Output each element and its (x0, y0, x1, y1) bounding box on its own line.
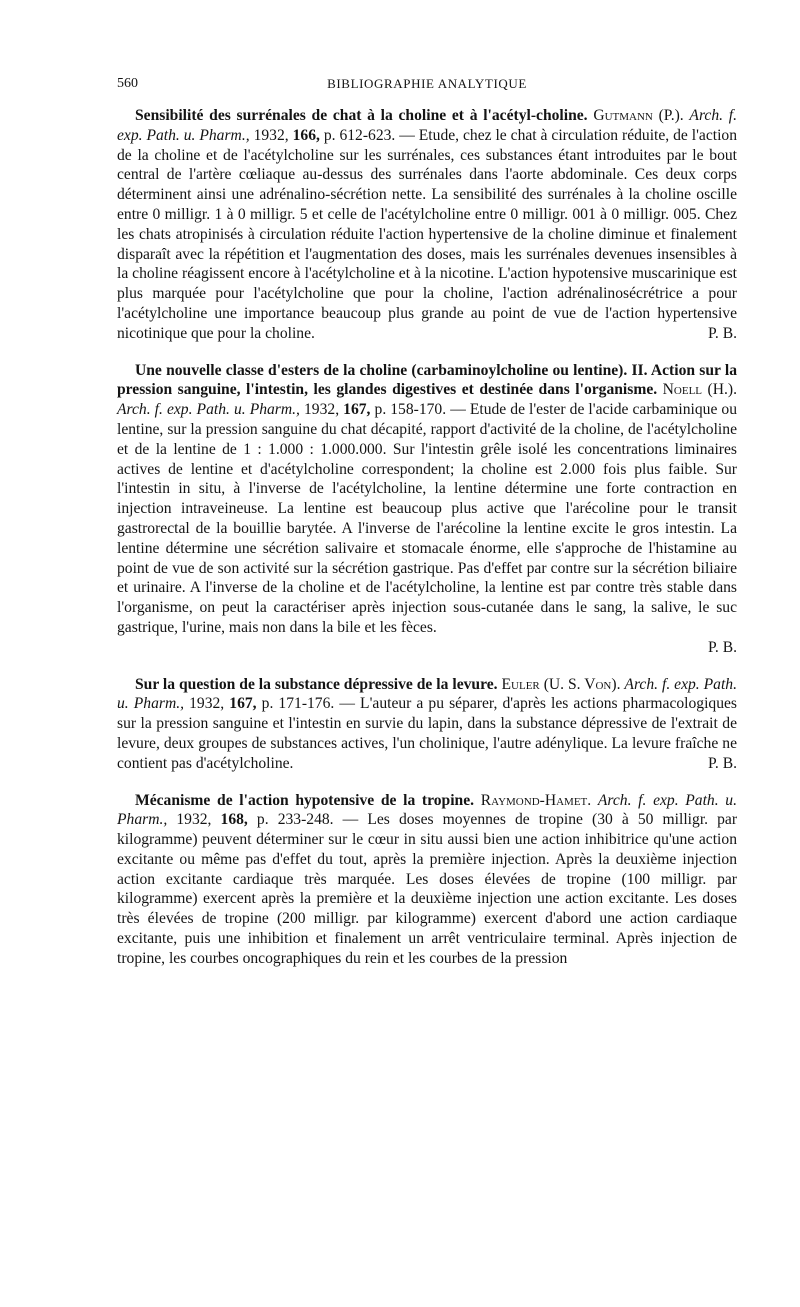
abstract-title: Sur la question de la substance dépressive de la levure. (135, 675, 498, 693)
abstract-journal: Arch. f. exp. Path. u. Pharm., (117, 675, 737, 713)
abstract-pages: p. 158-170. (374, 401, 447, 419)
abstract-year: 1932, (176, 811, 212, 829)
abstract-body: — Etude, chez le chat à circulation réduite, de l'action de la choline et de l'acétylcholine sur les surrénales, ces substances étant introduites par le bout central de l'artère cœliaque au-dessus des surrénales dans l'aorte abdominale. Ces deux corps déterminent ainsi une adrénalino-sécrétion nette. La sensibilité des surrénales à la choline oscille entre 0 milligr. 1 à 0 milligr. 5 et celle de l'acétylcholine entre 0 milligr. 001 à 0 milligr. 005. Chez les chats atropinisés à circulation réduite l'action hypertensive de la choline diminue et finalement disparaît avec la répétition et l'augmentation des doses, mais les surrénales devenues insensibles à la choline réagissent encore à l'acétylcholine et à la nicotine. L'action hypotensive muscarinique est plus marquée pour l'acétylcholine que pour la choline, l'action adrénalinosécrétrice a pour l'acétylcholine une importance beaucoup plus grande au point de vue de l'action hypertensive nicotinique que pour la choline. (117, 126, 738, 342)
page (117, 74, 737, 986)
abstract-author: Euler (U. S. Von). (501, 675, 621, 693)
abstract-entry (117, 361, 737, 658)
abstract-author: Gutmann (P.). (593, 107, 684, 124)
abstract-volume: 167, (229, 695, 257, 713)
running-title: BIBLIOGRAPHIE ANALYTIQUE (327, 76, 527, 91)
abstract-author: Noell (H.). (662, 381, 737, 399)
abstract-journal: Arch. f. exp. Path. u. Pharm., (117, 791, 738, 829)
abstract-paragraph (117, 106, 737, 344)
abstract-title: Mécanisme de l'action hypotensive de la tropine. (135, 791, 475, 809)
abstract-signature: P. B. (707, 638, 737, 656)
abstract-year: 1932, (253, 126, 289, 144)
abstract-pages: p. 612-623. (323, 126, 396, 144)
abstract-entry (117, 106, 737, 344)
abstract-signature: P. B. (707, 754, 737, 772)
abstract-pages: p. 233-248. (256, 811, 334, 829)
abstract-year: 1932, (304, 401, 340, 419)
abstract-body: — Etude de l'ester de l'acide carbaminique ou lentine, sur la pression sanguine du chat décapité, rapport d'activité de la choline, de l'acétylcholine et de la lentine de 1 : 1.000 : 1.000.000. Sur l'intestin grêle isolé les concentrations liminaires actives de lentine et d'acétylcholine correspondent; la choline est 2.000 fois plus faible. Sur l'intestin in situ, à l'inverse de l'acétylcholine, la lentine détermine une forte contraction en injection intraveineuse. La lentine est beaucoup plus active que l'arécoline pour le transit gastrorectal de la bouillie barytée. A l'inverse de l'arécoline la lentine excite le gros intestin. La lentine détermine une sécrétion salivaire et stomacale énorme, elle s'approche de l'histamine au point de vue de son activité sur la sécrétion gastrique. Pas d'effet par contre sur la sécrétion biliaire et urinaire. A l'inverse de la choline et de l'acétylcholine, la lentine est par contre très stable dans l'organisme, on peut la caractériser après injection sous-cutanée dans le sang, la salive, le suc gastrique, l'urine, mais non dans la bile et les fèces. (117, 401, 738, 636)
abstract-journal: Arch. f. exp. Path. u. Pharm., (117, 107, 737, 144)
abstract-volume: 168, (220, 811, 248, 829)
abstract-entry (117, 791, 737, 969)
abstract-body: — L'auteur a pu séparer, d'après les actions pharmacologiques sur la pression sanguine et l'intestin en survie du lapin, dans la substance dépressive de l'extrait de levure, deux groupes de substances actives, l'un cholinique, l'autre adénylique. La levure fraîche ne contient pas d'acétylcholine. (117, 695, 738, 772)
abstract-journal: Arch. f. exp. Path. u. Pharm., (117, 401, 300, 419)
abstract-volume: 167, (343, 401, 371, 419)
abstract-year: 1932, (189, 695, 225, 713)
abstract-volume: 166, (292, 126, 320, 144)
abstract-paragraph (117, 361, 737, 638)
abstract-paragraph (117, 791, 737, 969)
page-number: 560 (117, 76, 138, 91)
abstract-title: Sensibilité des surrénales de chat à la choline et à l'acétyl-choline. (135, 107, 588, 124)
abstract-signature: P. B. (707, 324, 737, 342)
page-header (117, 74, 737, 96)
abstract-paragraph (117, 675, 737, 774)
abstract-body: — Les doses moyennes de tropine (30 à 50 milligr. par kilogramme) peuvent déterminer sur le cœur in situ aussi bien une action inhibitrice qu'une action excitante ou même pas d'effet du tout, après la première injection. Après la deuxième injection action excitante cardiaque très marquée. Les doses élevées de tropine (100 milligr. par kilogramme) exercent après la première et la deuxième injection une action excitante. Les doses très élevées de tropine (200 milligr. par kilogramme) exercent d'abord une action cardiaque excitante, puis une inhibition et finalement un arrêt ventriculaire terminal. Après injection de tropine, les courbes oncographiques du rein et les courbes de la pression (117, 811, 738, 967)
abstract-author: Raymond-Hamet. (480, 791, 592, 809)
abstract-entry (117, 675, 737, 774)
abstract-title: Une nouvelle classe d'esters de la choline (carbaminoylcholine ou lentine). II. Action sur la pression sanguine, l'intestin, les glandes digestives et destinée dans l'organisme. (117, 361, 737, 399)
abstract-pages: p. 171-176. (261, 695, 335, 713)
